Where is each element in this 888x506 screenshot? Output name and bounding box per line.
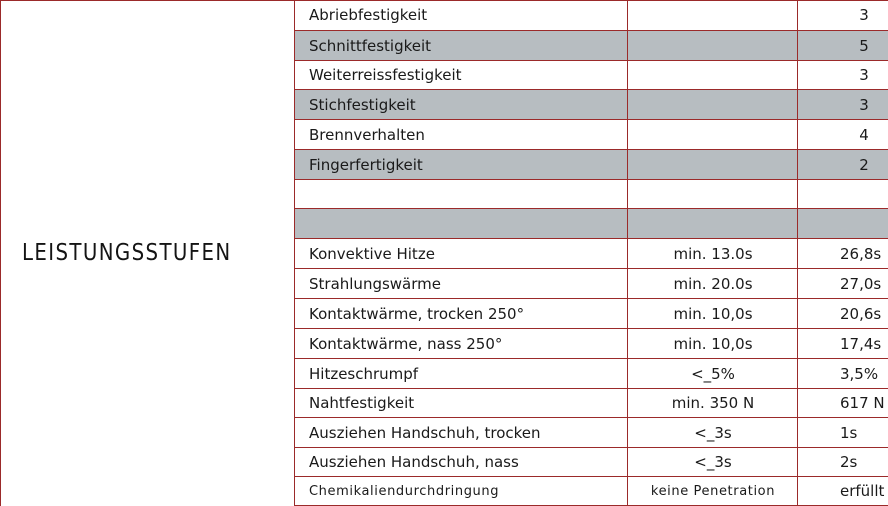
requirement-value: min. 10,0s: [673, 334, 753, 353]
level-value: 3: [859, 6, 869, 24]
result-value: 26,8s: [840, 244, 882, 263]
column-divider: [294, 0, 295, 506]
requirement-value: <_3s: [694, 453, 732, 471]
test-name: Ausziehen Handschuh, nass: [309, 453, 519, 471]
requirement-value: min. 20.0s: [673, 274, 753, 293]
measurement-row: [295, 477, 888, 506]
measurement-row: [295, 418, 888, 448]
result-value: 17,4s: [840, 334, 882, 353]
property-name: Stichfestigkeit: [309, 95, 416, 114]
requirement-value: min. 13.0s: [673, 244, 753, 263]
performance-level-row: [295, 61, 888, 90]
measurement-row: [295, 269, 888, 299]
test-name: Ausziehen Handschuh, trocken: [309, 423, 541, 442]
level-value: 5: [859, 36, 869, 55]
measurement-row: [295, 448, 888, 477]
property-name: Weiterreissfestigkeit: [309, 66, 462, 84]
level-value: 3: [859, 95, 869, 114]
result-value: 20,6s: [840, 304, 882, 323]
column-divider: [627, 0, 628, 506]
requirement-value: <_3s: [694, 423, 732, 442]
requirement-value: <_5%: [691, 364, 735, 383]
performance-level-row: [295, 0, 888, 31]
section-label: LEISTUNGSSTUFEN: [22, 240, 232, 266]
level-value: 3: [859, 66, 869, 84]
result-value: 617 N: [840, 394, 885, 412]
property-name: Fingerfertigkeit: [309, 155, 423, 174]
column-divider: [797, 0, 798, 506]
test-name: Hitzeschrumpf: [309, 364, 419, 383]
result-value: erfüllt: [840, 482, 885, 500]
result-value: 1s: [840, 423, 858, 442]
performance-level-row: [295, 150, 888, 180]
result-value: 2s: [840, 453, 858, 471]
spacer-row: [295, 180, 888, 209]
test-name: Konvektive Hitze: [309, 244, 435, 263]
test-name: Kontaktwärme, nass 250°: [309, 334, 503, 353]
requirement-value: min. 10,0s: [673, 304, 753, 323]
property-name: Abriebfestigkeit: [309, 6, 428, 24]
test-name: Kontaktwärme, trocken 250°: [309, 304, 525, 323]
test-name: Strahlungswärme: [309, 274, 441, 293]
measurement-row: [295, 299, 888, 329]
performance-level-row: [295, 31, 888, 61]
measurement-row: [295, 239, 888, 269]
level-value: 4: [859, 125, 869, 144]
measurement-row: [295, 329, 888, 359]
test-name: Chemikaliendurchdringung: [309, 483, 500, 499]
property-name: Brennverhalten: [309, 125, 425, 144]
measurement-row: [295, 389, 888, 418]
level-value: 2: [859, 155, 869, 174]
measurement-row: [295, 359, 888, 389]
test-name: Nahtfestigkeit: [309, 394, 415, 412]
requirement-value: keine Penetration: [650, 483, 776, 499]
performance-level-row: [295, 90, 888, 120]
result-value: 3,5%: [840, 364, 879, 383]
requirement-value: min. 350 N: [671, 394, 755, 412]
performance-level-row: [295, 120, 888, 150]
result-value: 27,0s: [840, 274, 882, 293]
property-name: Schnittfestigkeit: [309, 36, 432, 55]
spacer-row: [295, 209, 888, 239]
